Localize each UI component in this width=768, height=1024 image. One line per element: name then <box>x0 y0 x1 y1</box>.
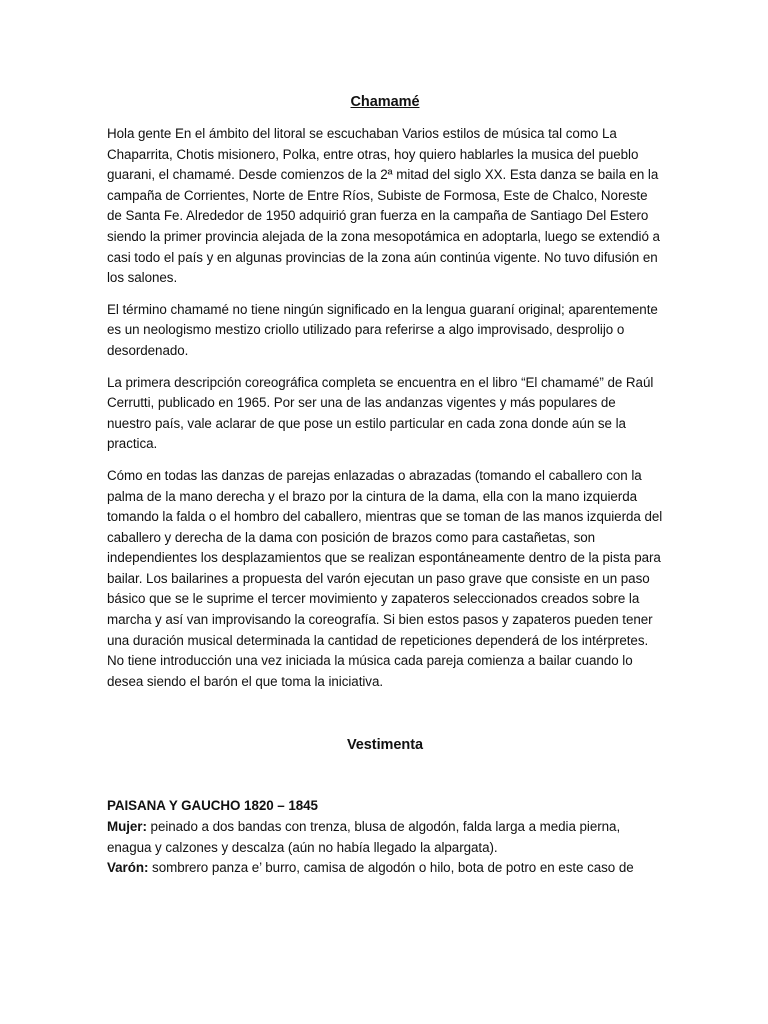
section-title-vestimenta: Vestimenta <box>346 737 424 754</box>
paragraph-term-meaning: El término chamamé no tiene ningún significado en la lengua guaraní original; aparentemente es un neologismo mestizo criollo utilizado para referirse a algo improvisado, desprolijo o desordenado. <box>107 301 658 358</box>
varon-description <box>107 858 663 879</box>
mujer-label: Mujer: <box>107 819 147 835</box>
varon-text: sombrero panza e’ burro, camisa de algodón o hilo, bota de potro en este caso de <box>148 860 634 876</box>
varon-label: Varón: <box>107 860 149 876</box>
document-content <box>107 92 663 879</box>
era-heading: PAISANA Y GAUCHO 1820 – 1845 <box>107 798 318 814</box>
paragraph-dance-description: Cómo en todas las danzas de parejas enlazadas o abrazadas (tomando el caballero con la palma de la mano derecha y el brazo por la cintura de la dama, ella con la mano izquierda tomando la falda o el hombro del caballero, mientras que se toman de las manos izquierda del caballero y derecha de la dama con posición de brazos como para castañetas, son independientes los desplazamientos que se realizan espontáneamente dentro de la pista para bailar. Los bailarines a propuesta del varón ejecutan un paso grave que consiste en un paso básico que se le suprime el tercer movimiento y zapateros seleccionados creados sobre la marcha y así van improvisando la coreografía. Si bien estos pasos y zapateros pueden tener una duración musical determinada la cantidad de repeticiones dependerá de los intérpretes. No tiene introducción una vez iniciada la música cada pareja comienza a bailar cuando lo desea siendo el barón el que toma la iniciativa. <box>107 467 663 689</box>
paragraph-choreography: La primera descripción coreográfica completa se encuentra en el libro “El chamamé” de Raúl Cerrutti, publicado en 1965. Por ser una de las andanzas vigentes y más populares de nuestro país, vale aclarar de que pose un estilo particular en cada zona donde aún se la practica. <box>107 374 654 452</box>
paragraph-intro: Hola gente En el ámbito del litoral se escuchaban Varios estilos de música tal como La Chaparrita, Chotis misionero, Polka, entre otras, hoy quiero hablarles la musica del pueblo guarani, el chamamé. Desde comienzos de la 2ª mitad del siglo XX. Esta danza se baila en la campaña de Corrientes, Norte de Entre Ríos, Subiste de Formosa, Este de Chalco, Noreste de Santa Fe. Alrededor de 1950 adquirió gran fuerza en la campaña de Santiago Del Estero siendo la primer provincia alejada de la zona mesopotámica en adoptarla, luego se extendió a casi todo el país y en algunas provincias de la zona aún continúa vigente. No tuvo difusión en los salones. <box>107 126 660 286</box>
document-title: Chamamé <box>350 94 420 110</box>
mujer-text: peinado a dos bandas con trenza, blusa de algodón, falda larga a media pierna, enagua y calzones y descalza (aún no había llegado la alpargata). <box>107 819 621 855</box>
mujer-description <box>107 817 663 858</box>
